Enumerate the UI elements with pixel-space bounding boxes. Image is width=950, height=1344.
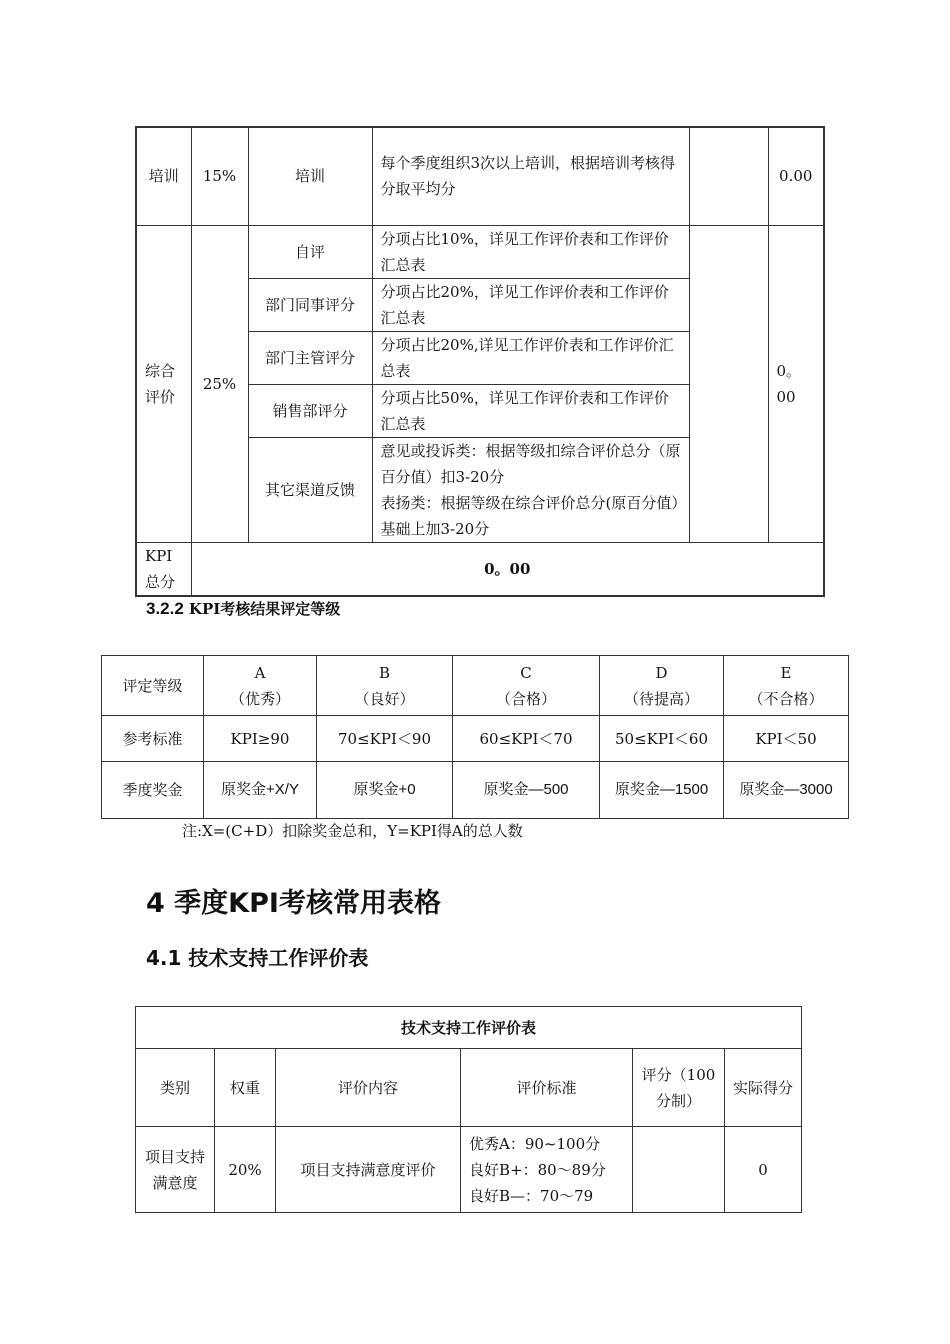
training-item: 培训: [248, 127, 372, 225]
kpi-total-value: 0。00: [191, 542, 824, 596]
grade-letter: E: [780, 663, 792, 682]
col-header-score: 评分（100分制）: [633, 1049, 725, 1127]
table-row: [136, 225, 824, 278]
eval-weight: 20%: [215, 1127, 276, 1213]
grade-standard: 50≤KPI＜60: [600, 716, 724, 762]
training-desc: 每个季度组织3次以上培训，根据培训考核得分取平均分: [372, 127, 689, 225]
table-row: [102, 716, 849, 762]
eval-standard-line: 良好B+：80～89分: [469, 1160, 606, 1179]
overall-item: 销售部评分: [248, 384, 372, 437]
grade-standard: KPI≥90: [204, 716, 317, 762]
grade-name: （合格）: [495, 689, 556, 708]
table-row: [102, 656, 849, 716]
overall-item: 部门同事评分: [248, 278, 372, 331]
grade-standard: KPI＜50: [724, 716, 849, 762]
grade-table: [101, 655, 849, 819]
kpi-total-label: KPI总分: [136, 542, 191, 596]
table-row: [136, 127, 824, 225]
heading-41: 4.1 技术支持工作评价表: [146, 946, 369, 970]
training-category: 培训: [136, 127, 191, 225]
grade-letter: A: [254, 663, 266, 682]
overall-score: 0。00: [768, 225, 824, 542]
grade-header-d: [600, 656, 724, 716]
evaluation-table: [135, 1006, 802, 1213]
eval-category: 项目支持满意度: [136, 1127, 215, 1213]
grade-bonus: 原奖金+0: [317, 762, 453, 819]
overall-desc: 分项占比10%，详见工作评价表和工作评价汇总表: [372, 225, 689, 278]
overall-item: 部门主管评分: [248, 331, 372, 384]
section-number: 3.2.2: [146, 599, 184, 618]
grade-header-e: [724, 656, 849, 716]
standard-label: 参考标准: [102, 716, 204, 762]
grade-standard: 60≤KPI＜70: [453, 716, 600, 762]
grade-bonus: 原奖金—500: [453, 762, 600, 819]
overall-weight: 25%: [191, 225, 248, 542]
col-header-weight: 权重: [215, 1049, 276, 1127]
feedback-complaint: 意见或投诉类：根据等级扣综合评价总分（原百分值）扣3-20分: [380, 441, 681, 486]
overall-category: 综合评价: [136, 225, 191, 542]
grade-standard: 70≤KPI＜90: [317, 716, 453, 762]
col-header-actual: 实际得分: [725, 1049, 802, 1127]
feedback-praise: 表扬类：根据等级在综合评价总分(原百分值）基础上加3-20分: [380, 493, 679, 538]
table-row: [136, 1127, 802, 1213]
section-title: KPI考核结果评定等级: [188, 600, 341, 618]
eval-standard-line: 优秀A：90~100分: [469, 1134, 601, 1153]
section-heading-322: [146, 597, 340, 621]
overall-empty-cell: [689, 225, 768, 542]
grade-name: （优秀）: [229, 689, 290, 708]
eval-table-title: 技术支持工作评价表: [136, 1007, 802, 1049]
table-row: [102, 762, 849, 819]
overall-desc: 分项占比50%，详见工作评价表和工作评价汇总表: [372, 384, 689, 437]
overall-item: 自评: [248, 225, 372, 278]
grade-header-a: [204, 656, 317, 716]
table-row: [136, 1049, 802, 1127]
eval-content: 项目支持满意度评价: [276, 1127, 461, 1213]
grade-bonus: 原奖金—3000: [724, 762, 849, 819]
table-row: [136, 542, 824, 596]
training-empty-cell: [689, 127, 768, 225]
training-weight: 15%: [191, 127, 248, 225]
eval-standard-line: 良好B—：70～79: [469, 1186, 594, 1205]
table-row: [136, 1007, 802, 1049]
eval-score: [633, 1127, 725, 1213]
overall-desc: [372, 437, 689, 542]
col-header-standard: 评价标准: [461, 1049, 633, 1127]
training-score: 0.00: [768, 127, 824, 225]
grade-name: （良好）: [354, 689, 415, 708]
grade-header-label: 评定等级: [102, 656, 204, 716]
overall-desc: 分项占比20%，详见工作评价表和工作评价汇总表: [372, 278, 689, 331]
col-header-category: 类别: [136, 1049, 215, 1127]
overall-item: 其它渠道反馈: [248, 437, 372, 542]
grade-header-c: [453, 656, 600, 716]
col-header-content: 评价内容: [276, 1049, 461, 1127]
grade-bonus: 原奖金+X/Y: [204, 762, 317, 819]
grade-name: （不合格）: [748, 689, 824, 708]
overall-desc: 分项占比20%,详见工作评价表和工作评价汇总表: [372, 331, 689, 384]
grade-letter: B: [378, 663, 391, 682]
kpi-score-table: [135, 126, 825, 597]
grade-bonus: 原奖金—1500: [600, 762, 724, 819]
grade-name: （待提高）: [623, 689, 699, 708]
grade-note: 注:X=(C+D）扣除奖金总和，Y=KPI得A的总人数: [182, 822, 523, 840]
eval-actual: 0: [725, 1127, 802, 1213]
heading-4: 4 季度KPI考核常用表格: [146, 888, 441, 919]
grade-header-b: [317, 656, 453, 716]
grade-letter: C: [520, 663, 532, 682]
grade-letter: D: [655, 663, 668, 682]
eval-standard: [461, 1127, 633, 1213]
bonus-label: 季度奖金: [102, 762, 204, 819]
